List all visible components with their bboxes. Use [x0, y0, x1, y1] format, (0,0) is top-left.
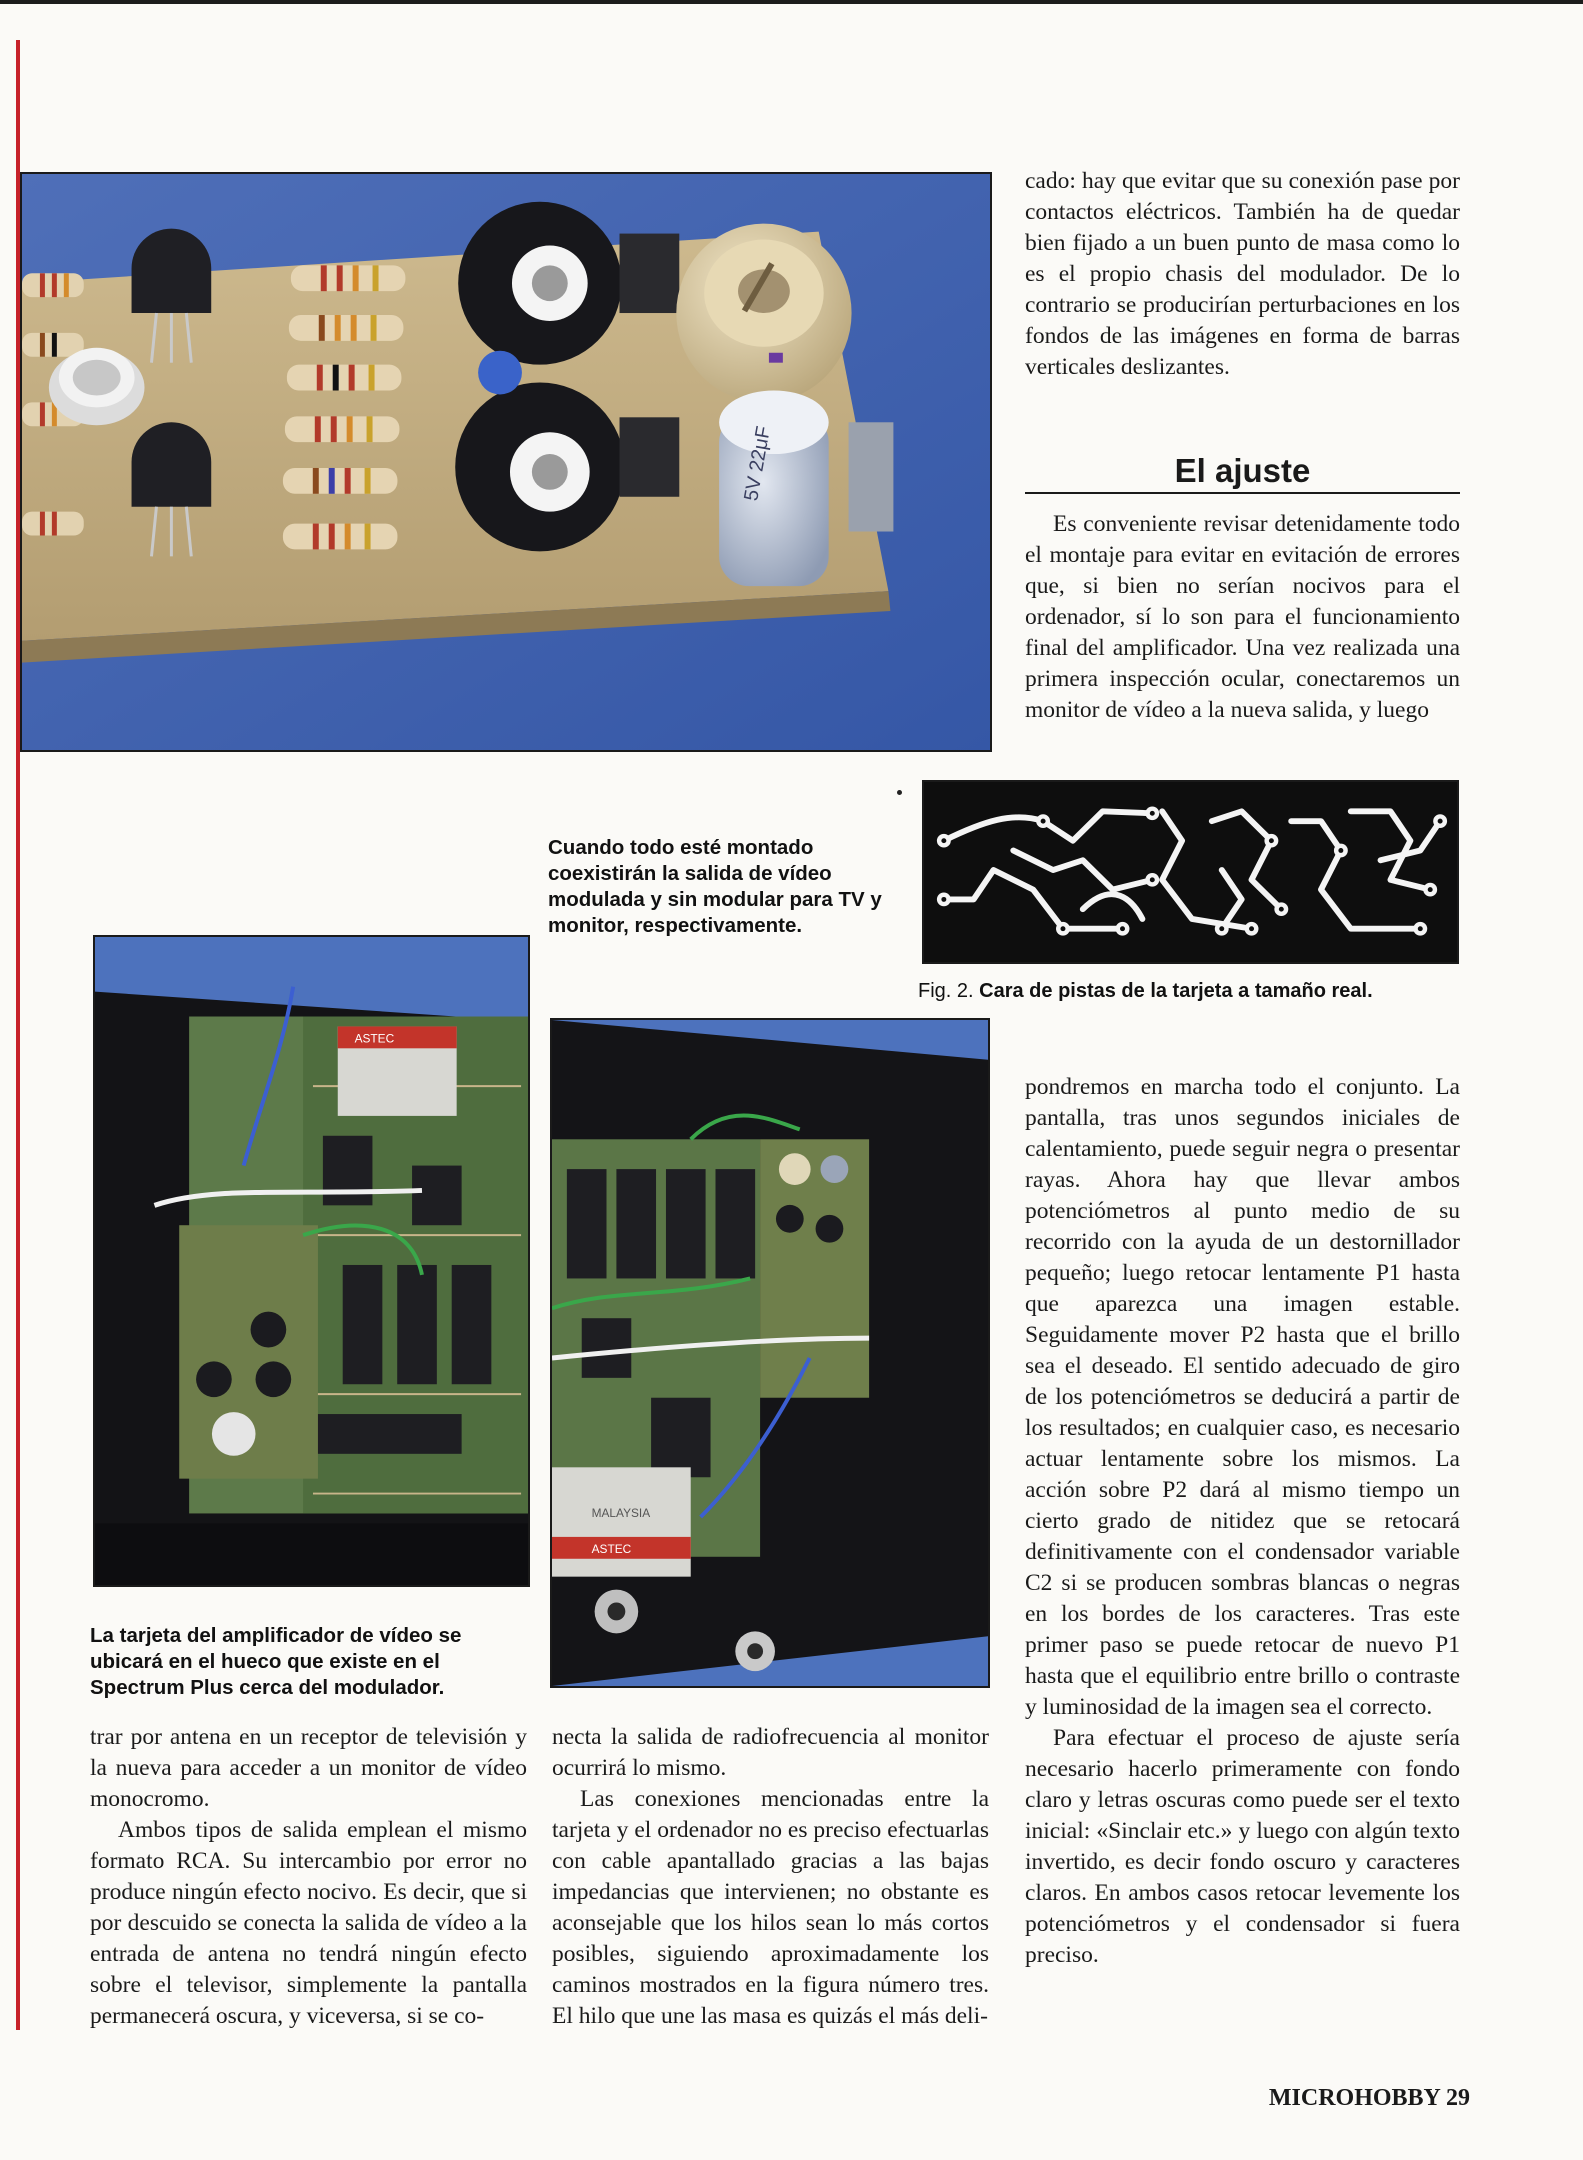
svg-text:5V 22μF: 5V 22μF [740, 424, 776, 503]
metal-bracket [849, 422, 894, 531]
paragraph: Para efectuar el proceso de ajuste sería necesario hacerlo primeramente con fondo claro y letras oscuras como puede ser el texto inicial: «Sinclair etc.» y luego con algún texto invertido, es decir fondo oscuro y caracteres claros. En ambos casos retocar levemente los potenciómetros y el condensador si fuera preciso. [1025, 1725, 1460, 1968]
board-closeup-illustration [22, 174, 990, 750]
variable-capacitor [676, 224, 851, 403]
caption-video-outputs: Cuando todo esté montado coexistirán la salida de vídeo modulada y sin modular para TV y monitor, respectivamente. [548, 836, 882, 937]
paragraph: pondremos en marcha todo el conjunto. La pantalla, tras unos segundos iniciales de calentamiento, puede seguir negra o presentar rayas. Ahora hay que llevar ambos potenciómetros al punto medio de su recorrido con la ayuda de un destornillador pequeño; luego retocar lentamente P1 hasta que aparezca una imagen estable. Seguidamente mover P2 hasta que el brillo sea el deseado. El sentido adecuado de giro de los potenciómetros se deducirá a partir de los resultados; en cualquier caso, es necesario actuar lentamente sobre los mismos. La acción sobre P2 dará al mismo tiempo un cierto grado de nitidez que se retocará definitivamente con el condensador variable C2 si se producen sombras blancas o negras en los bordes de los caracteres. Tras este primer paso se puede retocar de nuevo P1 hasta que el equilibrio entre brillo o contraste y luminosidad de la imagen sea el correcto. [1025, 1074, 1460, 1720]
article-column-left-bottom [90, 1722, 527, 2032]
article-column-right-bottom [1025, 1072, 1460, 1971]
fig2-pcb-tracks [922, 780, 1459, 964]
paragraph: trar por antena en un receptor de televisión y la nueva para acceder a un monitor de vídeo monocromo. [90, 1724, 527, 1812]
paragraph: Las conexiones mencionadas entre la tarjeta y el ordenador no es preciso efectuarlas con cable apantallado gracias a las bajas impedancias que intervienen; no obstante es aconsejable que los hilos sean lo más cortos posibles, siguiendo aproximadamente los caminos mostrados en la figura número tres. El hilo que une las masa es quizás el más deli- [552, 1786, 989, 2029]
paragraph: Ambos tipos de salida emplean el mismo formato RCA. Su intercambio por error no produce ningún efecto nocivo. Es decir, que si por descuido se conecta la salida de vídeo a la entrada de antena no tendrá ningún efecto sobre el televisor, simplemente la pantalla permanecerá oscura, y viceversa, si se co- [90, 1817, 527, 2029]
ceramic-capacitor [478, 351, 522, 395]
article-column-right-mid [1025, 509, 1460, 726]
electrolytic-capacitor [719, 390, 829, 586]
spectrum-interior-photo-middle [550, 1018, 990, 1688]
rf-modulator [552, 1467, 691, 1576]
svg-text:ASTEC: ASTEC [354, 1031, 395, 1046]
fig2-label: Fig. 2. [918, 980, 974, 1002]
amplifier-board-installed [760, 1139, 869, 1397]
spectrum-interior-illustration-left [95, 937, 528, 1585]
stray-dot [897, 790, 902, 795]
section-heading: El ajuste [1025, 452, 1460, 494]
paragraph: necta la salida de radiofrecuencia al monitor ocurrirá lo mismo. [552, 1724, 989, 1781]
top-rule [0, 0, 1583, 4]
spectrum-interior-illustration-middle [552, 1020, 988, 1686]
fig2-description: Cara de pistas de la tarjeta a tamaño real. [979, 980, 1373, 1002]
svg-text:ASTEC: ASTEC [591, 1541, 632, 1556]
page-number: 29 [1446, 2085, 1470, 2111]
page-footer [1250, 2085, 1470, 2112]
spectrum-interior-photo-left [93, 935, 530, 1587]
paragraph: Es conveniente revisar detenidamente todo el montaje para evitar en evitación de errores que, si bien no serían nocivos para el ordenador, sí lo son para el funcionamiento final del amplificador. Una vez realizada una primera inspección ocular, conectaremos un monitor de vídeo a la nueva salida, y luego [1025, 511, 1460, 723]
magazine-name: MICROHOBBY [1268, 2085, 1440, 2111]
article-column-right-top [1025, 166, 1460, 383]
fig2-caption [918, 980, 1458, 1003]
caption-board-location: La tarjeta del amplificador de vídeo se ubicará en el hueco que existe en el Spectrum Plus cerca del modulador. [90, 1624, 462, 1699]
paragraph: cado: hay que evitar que su conexión pase por contactos eléctricos. También ha de quedar bien fijado a un buen punto de masa como lo es el propio chasis del modulador. De lo contrario se producirían perturbaciones en los fondos de las imágenes en forma de barras verticales deslizantes. [1025, 168, 1460, 380]
article-column-middle-bottom [552, 1722, 989, 2032]
pcb-track-pattern [924, 782, 1457, 962]
board-closeup-photo [20, 172, 992, 752]
svg-text:MALAYSIA: MALAYSIA [591, 1505, 651, 1521]
